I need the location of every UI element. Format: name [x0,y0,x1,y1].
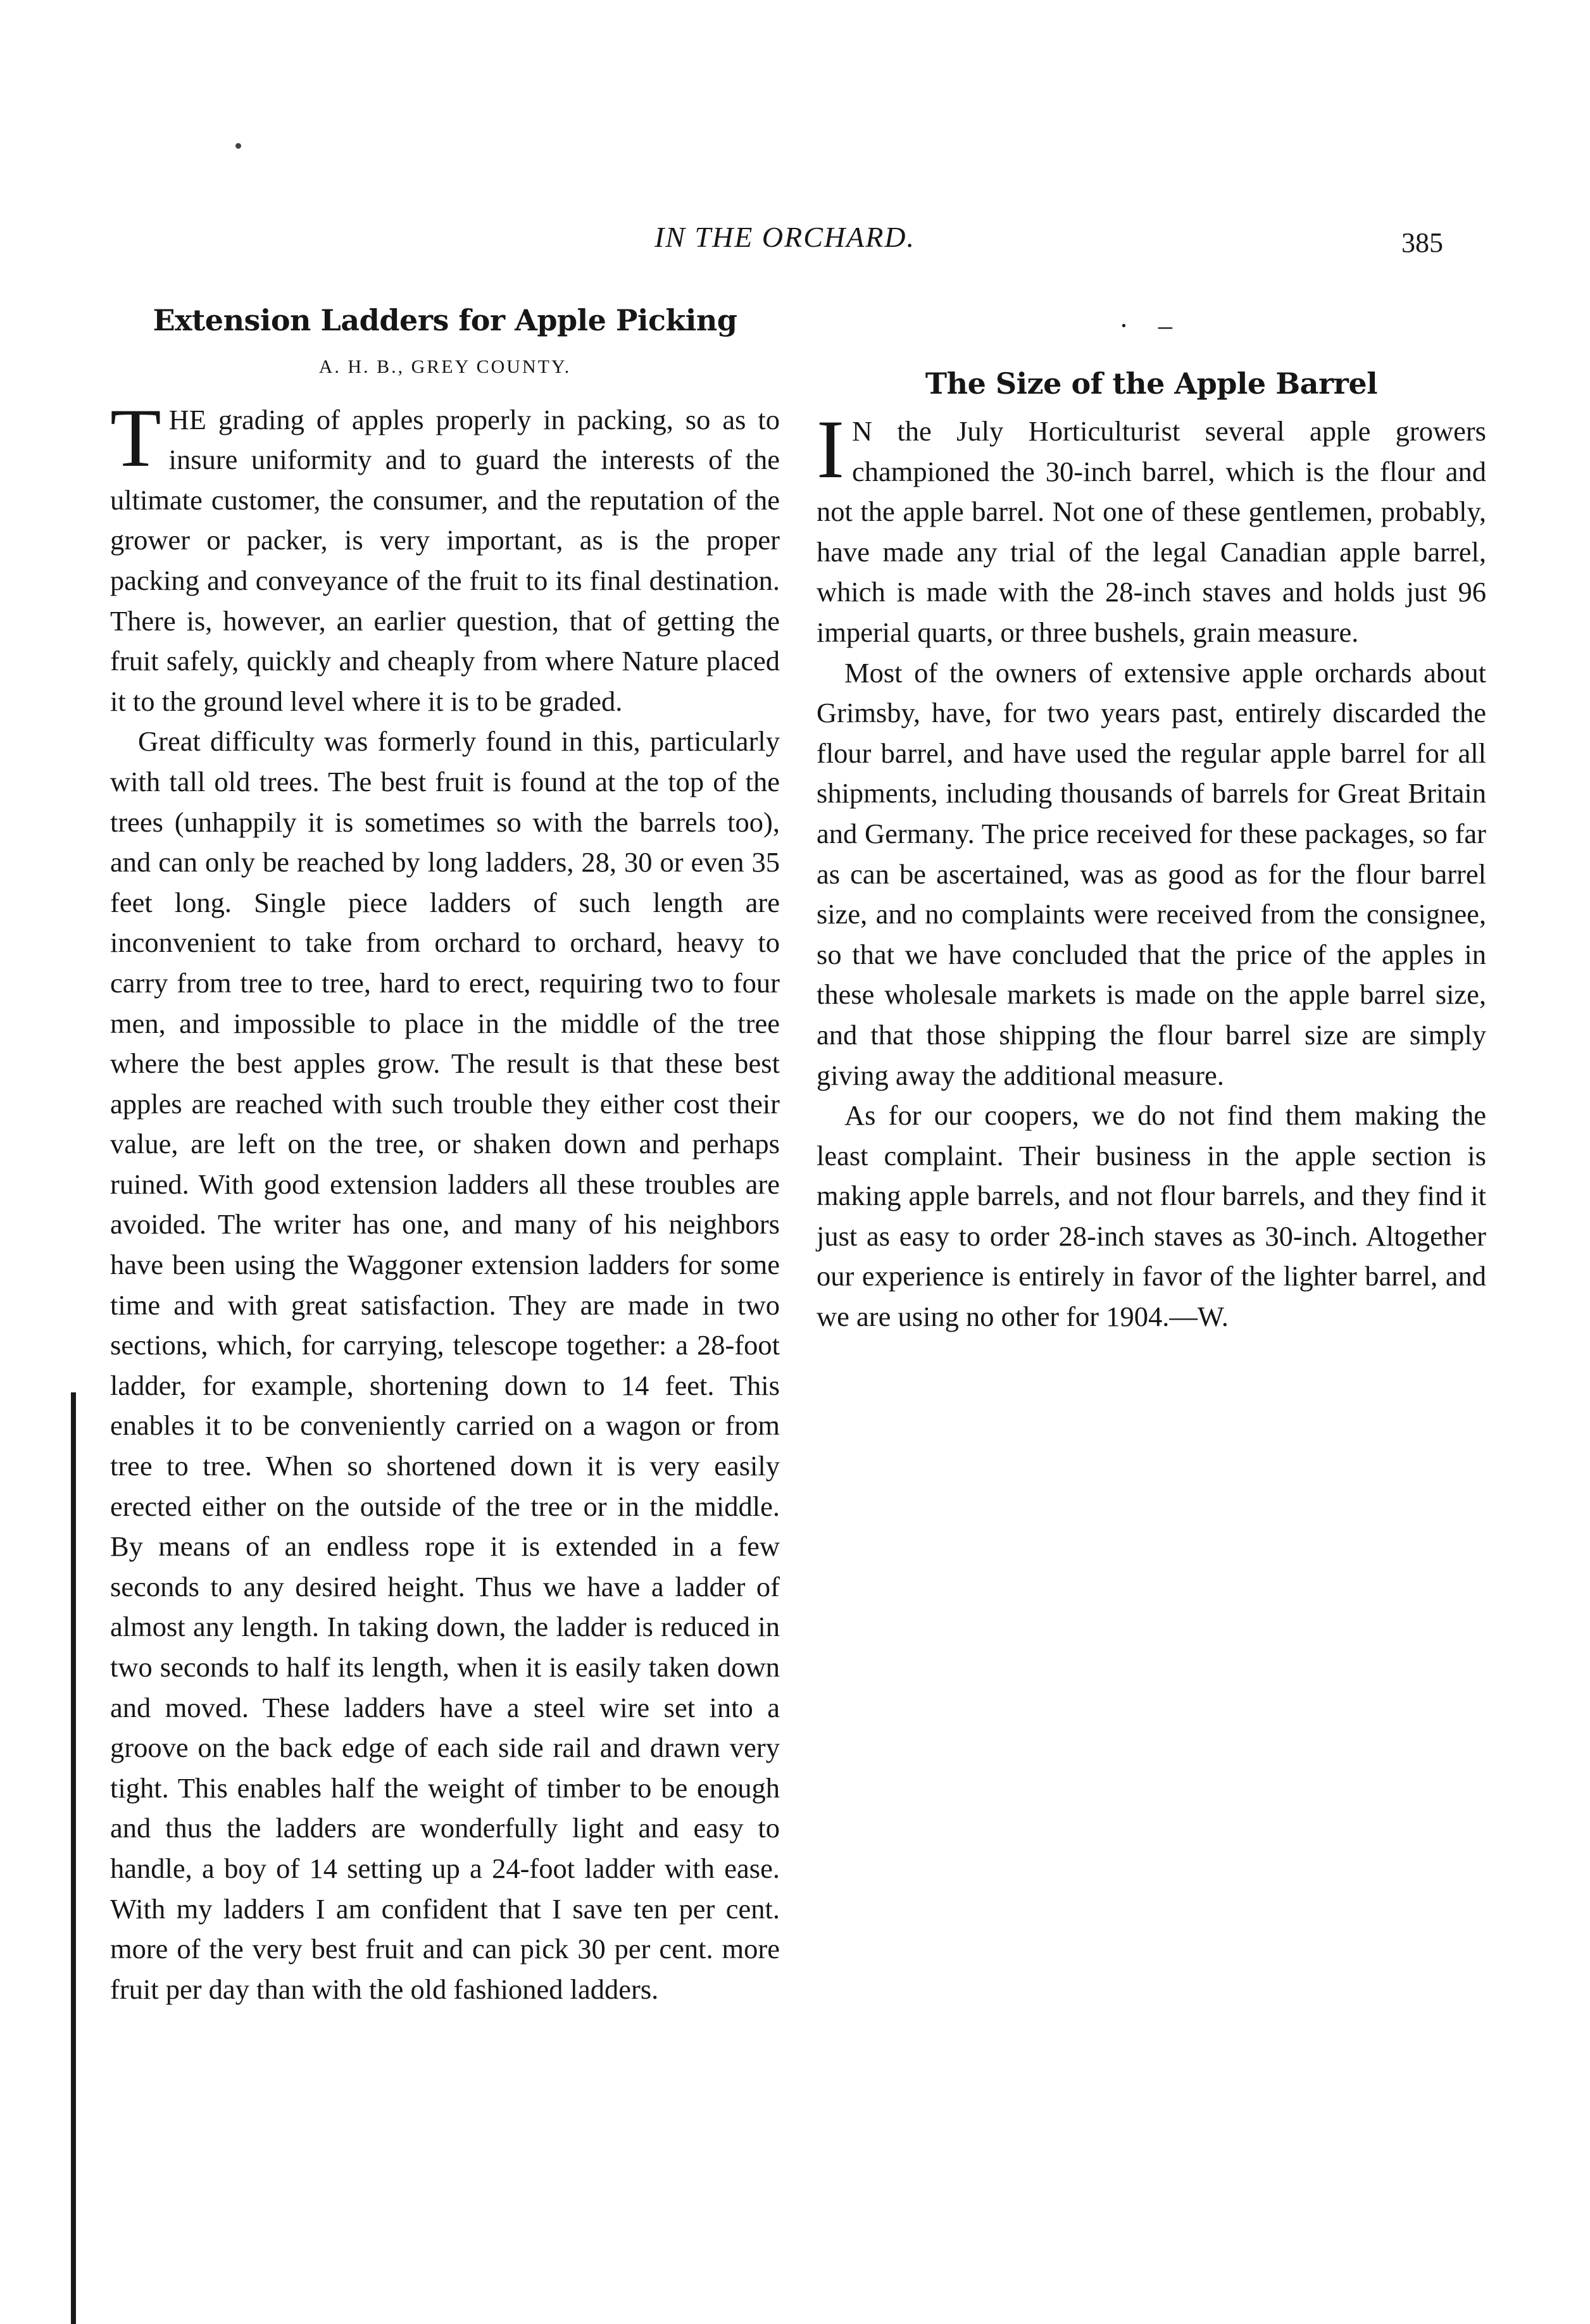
left-column [110,297,780,2009]
scan-edge-mark [71,1392,76,2324]
right-column [817,297,1486,1337]
article-one-dropcap: T [110,390,161,484]
article-one-paragraph-2: Great difficulty was formerly found in this, particularly with tall old trees. The best fruit is found at the top of the trees (unhappily it is sometimes so with the barrels too), and can only be reached by long ladders, 28, 30 or even 35 feet long. Single piece ladders of such length are inconvenient to take from orchard to orchard, heavy to carry from tree to tree, hard to erect, requiring two to four men, and impossible to place in the middle of the tree where the best apples grow. The result is that these best apples are reached with such trouble they either cost their value, are left on the tree, or shaken down and perhaps ruined. With good extension ladders all these troubles are avoided. The writer has one, and many of his neighbors have been using the Waggoner extension ladders for some time and with great satisfaction. They are made in two sections, which, for carrying, telescope together: a 28-foot ladder, for example, shortening down to 14 feet. This enables it to be conveniently carried on a wagon or from tree to tree. When so shortened down it is very easily erected either on the outside of the tree or in the middle. By means of an endless rope it is extended in a few seconds to any desired height. Thus we have a ladder of almost any length. In taking down, the ladder is reduced in two seconds to half its length, when it is easily taken down and moved. These ladders have a steel wire set into a groove on the back edge of each side rail and drawn very tight. This enables half the weight of timber to be enough and thus the ladders are wonderfully light and easy to handle, a boy of 14 setting up a 24-foot ladder with ease. With my ladders I am confident that I save ten per cent. more of the very best fruit and can pick 30 per cent. more fruit per day than with the old fashioned ladders. [110,725,780,2005]
article-two-paragraph-3: As for our coopers, we do not find them making the least complaint. Their business in the apple section is making apple barrels, and not flour barrels, and they find it just as easy to order 28-inch staves as 30-inch. Altogether our experience is entirely in favor of the lighter barrel, and we are using no other for 1904.—W. [817,1099,1486,1333]
article-two-paragraph-1: I N the July Horticulturist several apple growers championed the 30-inch barrel, which is the flour and not the apple barrel. Not one of these gentlemen, probably, have made any trial of the legal Canadian apple barrel, which is made with the 28-inch staves and holds just 96 imperial quarts, or three bushels, grain measure. [817,403,1486,648]
article-two-paragraph-2: Most of the owners of extensive apple orchards about Grimsby, have, for two years past, entirely discarded the flour barrel, and have used the regular apple barrel for all shipments, including thousands of barrels for Great Britain and Germany. The price received for these packages, so far as can be ascertained, was as good as for the flour barrel size, and no complaints were received from the consignee, so that we have concluded that the price of the apples in these wholesale markets is made on the apple barrel size, and that those shipping the flour barrel size are simply giving away the additional measure. [817,656,1486,1091]
article-one-paragraph-1: THE grading of apples properly in packing, so as to insure uniformity and to guard the interests of the ultimate customer, the consumer, and the reputation of the grower or packer, is very important, as is the proper packing and conveyance of the fruit to its final destination. There is, however, an earlier question, that of getting the fruit safely, quickly and cheaply from where Nature placed it to the ground level where it is to be graded. [110,390,780,717]
article-two-dropcap: I [817,403,844,496]
section-divider: · – [1119,310,1184,341]
page-number: 385 [1401,227,1443,258]
article-two-title: The Size of the Apple Barrel [925,366,1378,401]
running-head: IN THE ORCHARD. [654,221,916,253]
article-one-title: Extension Ladders for Apple Picking [153,303,737,337]
article-one-byline: A. H. B., GREY COUNTY. [318,356,572,377]
scan-speck [235,143,241,149]
